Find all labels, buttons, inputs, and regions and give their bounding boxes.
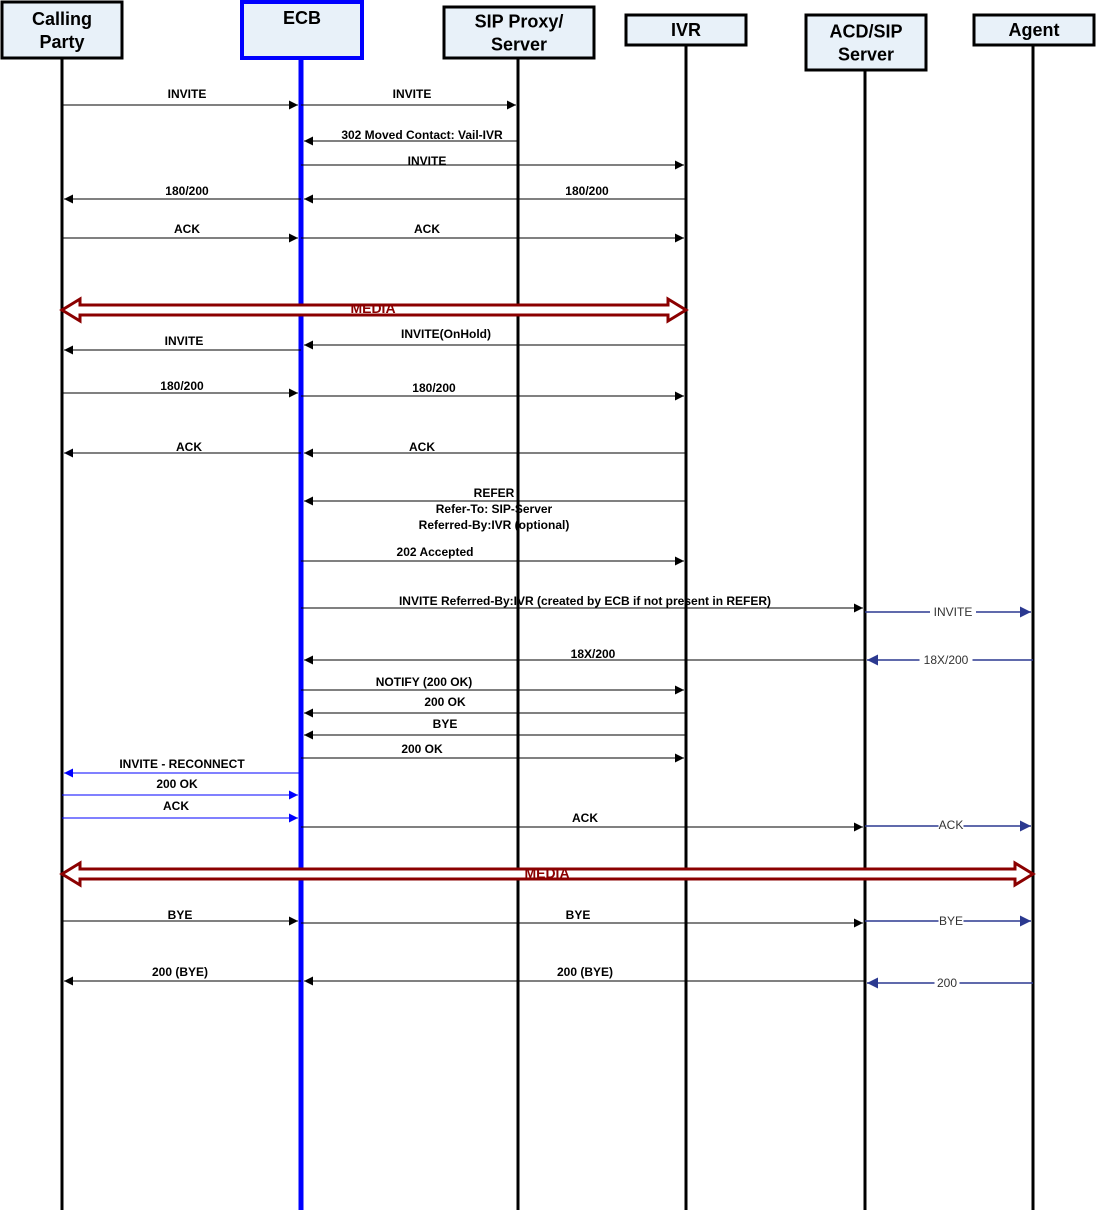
message-19 xyxy=(865,605,1031,619)
participant-acd-sip xyxy=(806,15,926,70)
message-14 xyxy=(64,440,301,454)
message-1 xyxy=(62,87,298,105)
message-10 xyxy=(64,334,301,350)
message-label: BYE xyxy=(432,717,458,731)
message-22 xyxy=(301,675,684,690)
participant-label: IVR xyxy=(670,20,702,40)
message-label: 180/200 xyxy=(565,184,609,198)
message-label: INVITE Referred-By:IVR (created by ECB if not present in REFER) xyxy=(398,594,772,608)
participant-ecb xyxy=(242,2,362,58)
message-3 xyxy=(304,128,518,142)
message-13 xyxy=(301,381,684,396)
message-label: INVITE(OnHold) xyxy=(401,327,491,341)
message-15 xyxy=(304,440,686,454)
message-35 xyxy=(64,965,301,981)
message-9 xyxy=(62,299,686,321)
message-label: REFER xyxy=(473,486,515,500)
message-label: Referred-By:IVR (optional) xyxy=(418,518,570,532)
participant-label: Server xyxy=(837,44,895,65)
message-17 xyxy=(301,545,684,561)
message-label: ACK xyxy=(938,818,964,832)
message-label: 202 Accepted xyxy=(396,545,474,559)
message-label: BYE xyxy=(938,914,964,928)
message-6 xyxy=(304,184,686,199)
message-label: NOTIFY (200 OK) xyxy=(375,675,473,689)
participant-label: SIP Proxy/ xyxy=(474,11,564,32)
message-label: 18X/200 xyxy=(570,647,616,661)
message-label: 200 (BYE) xyxy=(556,965,614,979)
message-26 xyxy=(64,757,301,773)
message-2 xyxy=(301,87,516,105)
message-label: 200 xyxy=(936,976,958,990)
participant-label: ECB xyxy=(282,8,322,28)
message-23 xyxy=(304,695,686,713)
participant-agent xyxy=(974,15,1094,45)
message-label: BYE xyxy=(565,908,591,922)
message-label: 180/200 xyxy=(412,381,456,395)
participant-calling-party xyxy=(2,2,122,58)
message-label: INVITE xyxy=(167,87,207,101)
message-21 xyxy=(867,653,1033,667)
participant-label: Party xyxy=(39,32,85,52)
message-label: ACK xyxy=(572,811,598,825)
message-27 xyxy=(62,777,298,795)
message-28 xyxy=(62,799,298,818)
message-label: 180/200 xyxy=(165,184,209,198)
message-36 xyxy=(304,965,865,981)
message-label: ACK xyxy=(176,440,202,454)
message-25 xyxy=(301,742,684,758)
message-label: BYE xyxy=(167,908,193,922)
message-12 xyxy=(62,379,298,393)
message-34 xyxy=(865,914,1031,928)
message-18 xyxy=(301,594,863,608)
message-label: 200 OK xyxy=(156,777,198,791)
message-label: 200 OK xyxy=(401,742,443,756)
message-11 xyxy=(304,327,686,345)
message-16 xyxy=(304,486,686,532)
message-label: 200 (BYE) xyxy=(151,965,209,979)
message-label: 180/200 xyxy=(160,379,204,393)
message-label: 302 Moved Contact: Vail-IVR xyxy=(341,128,503,142)
message-20 xyxy=(304,647,865,661)
message-29 xyxy=(301,811,863,827)
message-label: Refer-To: SIP-Server xyxy=(435,502,553,516)
message-label: 18X/200 xyxy=(923,653,969,667)
message-30 xyxy=(865,818,1031,833)
message-5 xyxy=(64,184,301,199)
message-24 xyxy=(304,717,686,735)
message-32 xyxy=(62,908,298,922)
message-label: ACK xyxy=(409,440,435,454)
participant-label: Calling xyxy=(31,9,93,29)
message-label: INVITE xyxy=(164,334,204,348)
participant-label: Agent xyxy=(1008,20,1060,40)
message-label: INVITE xyxy=(933,605,973,619)
message-label: ACK xyxy=(163,799,189,813)
message-31 xyxy=(62,863,1033,885)
message-8 xyxy=(301,222,684,238)
message-label: ACK xyxy=(414,222,440,236)
participant-sip-proxy xyxy=(444,7,594,58)
message-4 xyxy=(301,154,684,168)
participant-label: Server xyxy=(490,34,548,55)
media-label: MEDIA xyxy=(524,865,570,881)
message-37 xyxy=(867,976,1033,990)
message-label: INVITE xyxy=(392,87,432,101)
message-label: INVITE xyxy=(407,154,447,168)
message-7 xyxy=(62,222,298,238)
participant-ivr xyxy=(626,15,746,45)
message-label: ACK xyxy=(174,222,200,236)
media-label: MEDIA xyxy=(350,300,396,316)
message-33 xyxy=(301,908,863,923)
participant-label: ACD/SIP xyxy=(829,21,903,42)
message-label: 200 OK xyxy=(424,695,466,709)
message-label: INVITE - RECONNECT xyxy=(119,757,245,771)
